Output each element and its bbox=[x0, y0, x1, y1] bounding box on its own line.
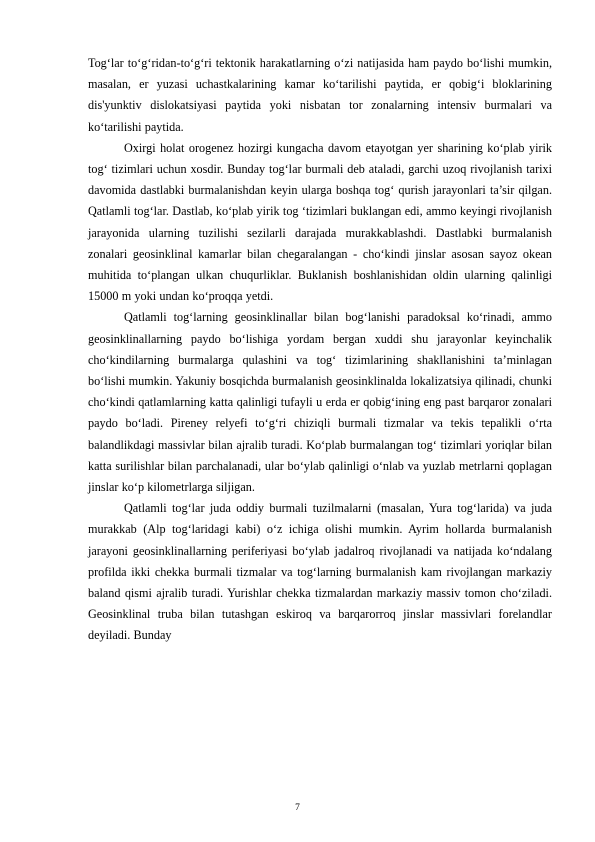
paragraph-1: Tog‘lar to‘g‘ridan-to‘g‘ri tektonik harakatlarning o‘zi natijasida ham paydo bo‘lishi mumkin, masalan, er yuzasi uchastkalarining kamar ko‘tarilishi paytida, er qobig‘i bloklarining dis'yunktiv dislokatsiyasi paytida yoki nisbatan tor zonalarning intensiv burmalari va ko‘tarilishi paytida. bbox=[88, 56, 552, 134]
page-number: 7 bbox=[295, 803, 300, 813]
paragraph-4: Qatlamli tog‘lar juda oddiy burmali tuzilmalarni (masalan, Yura tog‘larida) va juda murakkab (Alp tog‘laridagi kabi) o‘z ichiga olishi mumkin. Ayrim hollarda burmalanish jarayoni geosinklinallarning periferiyasi bo‘ylab jadalroq rivojlanadi va natijada ko‘ndalang profilda ikki chekka burmali tizmalar va tog‘larning burmalanish kam rivojlangan markaziy baland qismi ajralib turadi. Yurishlar chekka tizmalardan markaziy massiv tomon cho‘ziladi. Geosinklinal truba bilan tutashgan eskiroq va barqarorroq jinslar massivlari forelandlar deyiladi. Bunday bbox=[88, 501, 552, 643]
body-text bbox=[88, 53, 552, 647]
paragraph-3: Qatlamli tog‘larning geosinklinallar bilan bog‘lanishi paradoksal ko‘rinadi, ammo geosinklinallarning paydo bo‘lishiga yordam bergan xuddi shu jarayonlar keyinchalik cho‘kindilarning burmalarga qulashini va tog‘ tizimlarining shakllanishini ta’minlagan bo‘lishi mumkin. Yakuniy bosqichda burmalanish geosinklinalda lokalizatsiya qilinadi, chunki cho‘kindi qatlamlarning katta qalinligi tufayli u erda er qobig‘ining eng past barqaror zonalari paydo bo‘ladi. Pireney relyefi to‘g‘ri chiziqli burmali tizmalar va tekis tepalikli o‘rta balandlikdagi massivlar bilan ajralib turadi. Ko‘plab burmalangan tog‘ tizimlari yoriqlar bilan katta surilishlar bilan parchalanadi, ular bo‘ylab qalinligi o‘nlab va yuzlab metrlarni qoplagan jinslar ko‘p kilometrlarga siljigan. bbox=[88, 310, 552, 495]
paragraph-2: Oxirgi holat orogenez hozirgi kungacha davom etayotgan yer sharining ko‘plab yirik tog‘ tizimlari uchun xosdir. Bunday tog‘lar burmali deb ataladi, garchi uzoq rivojlanish tarixi davomida dastlabki burmalanishdan keyin ularga boshqa tog‘ qurish jarayonlari ta’sir qilgan. Qatlamli tog‘lar. Dastlab, ko‘plab yirik tog ‘tizimlari buklangan edi, ammo keyingi rivojlanish jarayonida ularning tuzilishi sezilarli darajada murakkablashdi. Dastlabki burmalanish zonalari geosinklinal kamarlar bilan chegaralangan - cho‘kindi jinslar asosan sayoz okean muhitida to‘plangan ulkan chuqurliklar. Buklanish boshlanishidan oldin ularning qalinligi 15000 m yoki undan ko‘proqqa yetdi. bbox=[88, 140, 552, 304]
